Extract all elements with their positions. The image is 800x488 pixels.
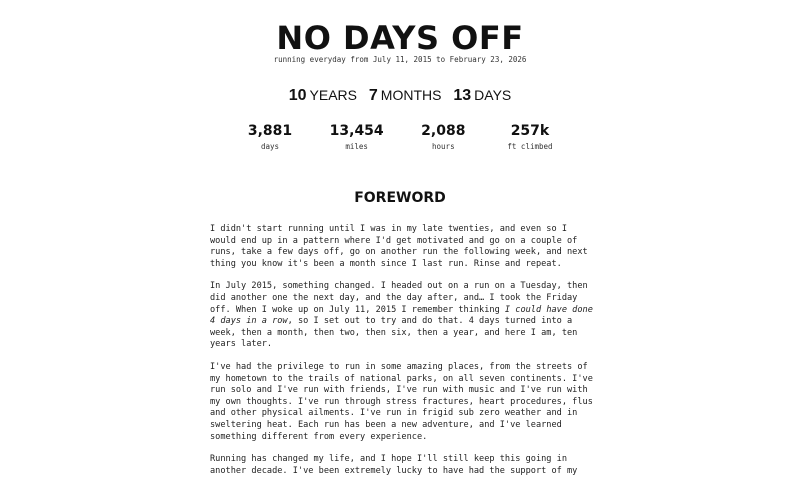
streak-duration xyxy=(0,84,800,107)
page-title: NO DAYS OFF xyxy=(276,19,524,57)
foreword-paragraph-3: I've had the privilege to run in some amazing places, from the streets of my hometown to the trails of national parks, on all seven continents. I've run solo and I've run with friends, I've run with music and I've run with my own thoughts. I've run through stress fractures, heart procedures, flus and other physical ailments. I've run in frigid sub zero weather and in sweltering heat. Each run has been a new adventure, and I've learned something different from every experience. xyxy=(210,361,593,442)
duration-years-label: YEARS xyxy=(309,87,357,103)
stat-value: 3,881 xyxy=(247,123,293,139)
foreword-paragraph-2-end: , so I set out to try and do that. 4 days turned into a week, then a month, then two, then six, then a year, and here I am, ten years later. xyxy=(210,316,578,350)
foreword-paragraph-2 xyxy=(210,281,594,351)
foreword-paragraph-1: I didn't start running until I was in my late twenties, and even so I would end up in a pattern where I'd get motivated and go on a couple of runs, take a few days off, go on another run the following week, and next thing you know it's been a month since I last run. Rinse and repeat. xyxy=(210,224,588,269)
foreword-paragraph-2-start: In July 2015, something changed. I headed out on a run on a Tuesday, then did another one the next day, and the day after, and… I took the Friday off. When I woke up on July 11, 2015 I remember thinking xyxy=(210,281,588,315)
duration-days-label: DAYS xyxy=(474,87,512,103)
duration-months xyxy=(369,84,442,107)
foreword-paragraph-4: Running has changed my life, and I hope I'll still keep this going in another decade. I've been extremely lucky to have had the support of my xyxy=(210,454,578,476)
foreword-body xyxy=(210,224,594,488)
stat-miles xyxy=(317,122,397,152)
duration-years xyxy=(289,84,357,107)
page-subtitle: running everyday from July 11, 2015 to February 23, 2026 xyxy=(273,55,527,64)
stat-label: days xyxy=(260,142,280,151)
duration-days-value: 13 xyxy=(453,87,472,104)
stats-row xyxy=(230,122,570,152)
duration-days xyxy=(453,84,511,107)
foreword-heading: FOREWORD xyxy=(354,190,446,206)
stat-label: miles xyxy=(345,142,368,151)
duration-years-value: 10 xyxy=(288,87,307,104)
stat-hours xyxy=(403,122,483,152)
stat-value: 2,088 xyxy=(421,123,466,139)
stat-ft-climbed xyxy=(490,122,570,152)
stat-days xyxy=(230,122,310,152)
duration-months-value: 7 xyxy=(368,87,378,104)
stat-label: ft climbed xyxy=(507,142,553,151)
stat-label: hours xyxy=(432,142,455,151)
stat-value: 13,454 xyxy=(329,123,384,139)
stat-value: 257k xyxy=(510,123,550,139)
foreword-paragraph-2-emphasis: I could have done 4 days in a row xyxy=(210,304,593,327)
duration-months-label: MONTHS xyxy=(380,87,442,103)
